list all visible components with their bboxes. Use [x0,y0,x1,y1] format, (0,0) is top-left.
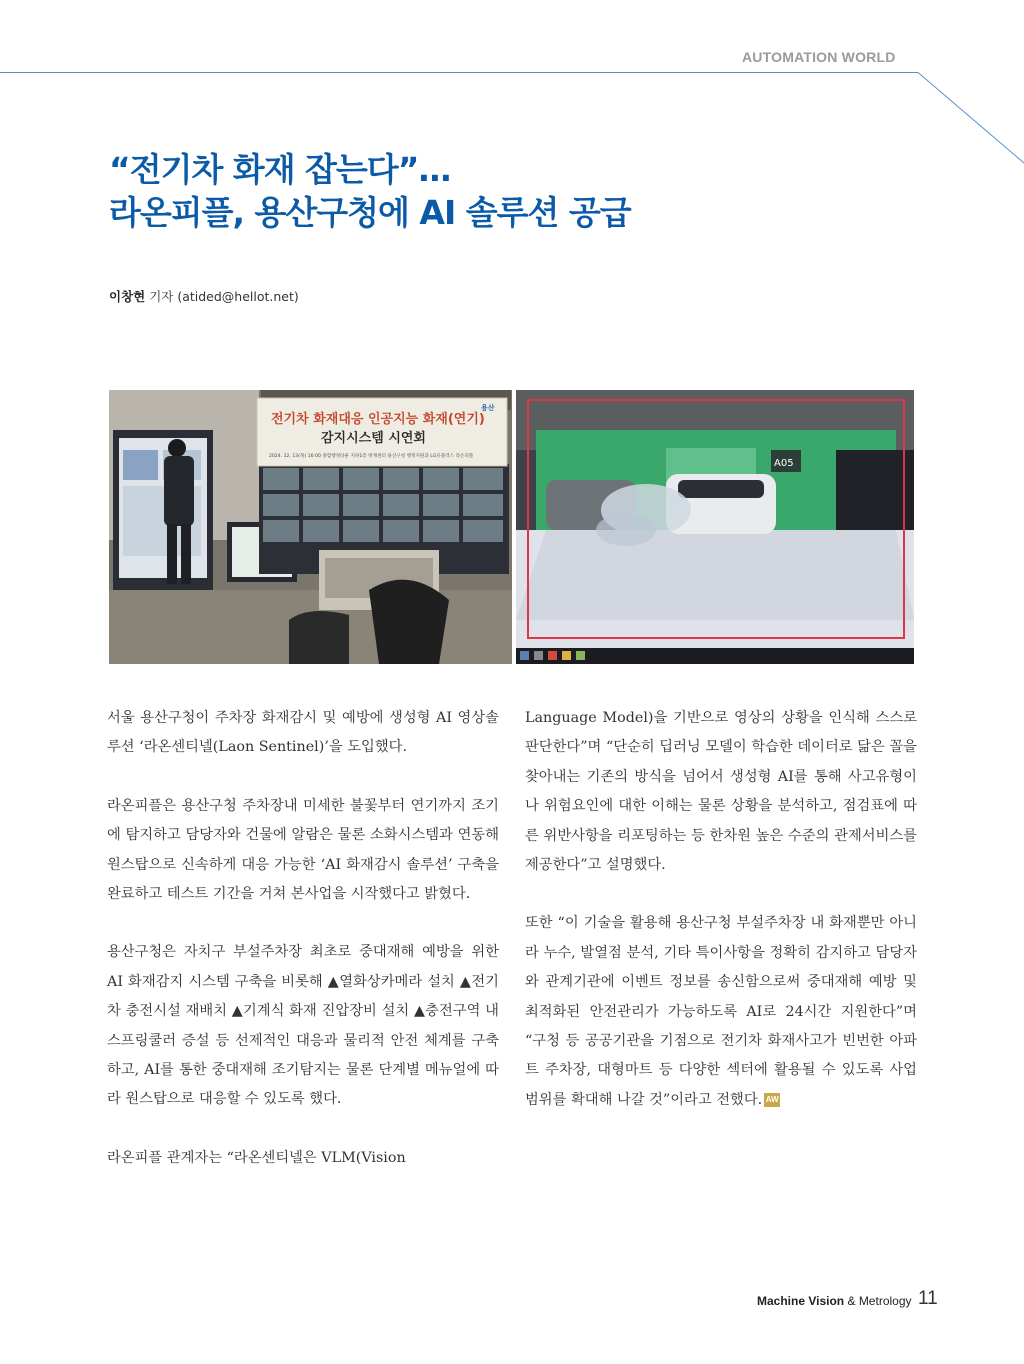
header-diagonal-line [0,0,1024,170]
banner-logo: 용산 [481,404,495,412]
footer-magazine-name [757,1294,912,1308]
paragraph-final [525,909,917,1115]
title-line-2: 라온피플, 용산구청에 AI 솔루션 공급 [109,193,631,232]
parking-sign: A05 [774,458,794,469]
article-title [109,148,929,234]
photo-parking-cctv [516,390,914,664]
photo-control-room [109,390,512,664]
paragraph: 용산구청은 자치구 부설주차장 최초로 중대재해 예방을 위한 AI 화재감지 시스템 구축을 비롯해 ▲열화상카메라 설치 ▲전기차 충전시설 재배치 ▲기계식 화재 진압장비 설치 ▲충전구역 내 스프링쿨러 증설 등 선제적인 대응과 물리적 안전 체계를 구축하고, AI를 통한 중대재해 조기탐지는 물론 단계별 메뉴얼에 따라 원스탑으로 대응할 수 있도록 했다. [107,944,499,1108]
body-column-right [525,704,917,1115]
reporter-role-email: 기자 (atided@hellot.net) [145,289,299,304]
footer-magazine-bold: Machine Vision [757,1294,845,1308]
paragraph: 서울 용산구청이 주차장 화재감시 및 예방에 생성형 AI 영상솔루션 ‘라온센티넬(Laon Sentinel)’을 도입했다. [107,710,499,756]
end-mark-icon: AW [764,1093,780,1107]
paragraph: 라온피플은 용산구청 주차장내 미세한 불꽃부터 연기까지 조기에 탐지하고 담당자와 건물에 알람은 물론 소화시스템과 연동해 원스탑으로 신속하게 대응 가능한 ‘AI 화재감시 솔루션’ 구축을 완료하고 테스트 기간을 거쳐 본사업을 시작했다고 밝혔다. [107,797,499,903]
page-number: 11 [918,1288,938,1309]
body-column-left [107,704,499,1173]
byline [109,287,299,305]
magazine-brand: AUTOMATION WORLD [742,49,896,65]
paragraph: 라온피플 관계자는 “라온센티넬은 VLM(Vision [107,1149,406,1166]
title-line-1: “전기차 화재 잡는다”… [109,150,451,189]
banner-title-line1: 전기차 화재대응 인공지능 화재(연기) [271,412,485,427]
reporter-name: 이창현 [109,289,146,304]
banner-title-line2: 감지시스템 시연회 [321,431,426,446]
footer-magazine-rest: & Metrology [844,1294,912,1308]
banner-subtext: 2024. 12. 13(목) 16:00 종합행정타운 지하1층 방재센터 용산구청 행정지원과 LG유플러스 라온피플 [269,454,474,459]
paragraph: Language Model)을 기반으로 영상의 상황을 인식해 스스로 판단한다”며 “단순히 딥러닝 모델이 학습한 데이터로 닮은 꼴을 찾아내는 기존의 방식을 넘어서 생성형 AI를 통해 사고유형이나 위험요인에 대한 이해는 물론 상황을 분석하고, 점검표에 따른 위반사항을 리포팅하는 등 한차원 높은 수준의 관제서비스를 제공한다”고 설명했다. [525,710,917,874]
paragraph-text: 또한 “이 기술을 활용해 용산구청 부설주차장 내 화재뿐만 아니라 누수, 발열점 분석, 기타 특이사항을 정확히 감지하고 담당자와 관계기관에 이벤트 정보를 송신함으로써 중대재해 예방 및 최적화된 안전관리가 가능하도록 AI로 24시간 지원한다”며 “구청 등 공공기관을 기점으로 전기차 화재사고가 빈번한 아파트 주차장, 대형마트 등 다양한 섹터에 활용될 수 있도록 사업 범위를 확대해 나갈 것”이라고 전했다. [525,915,917,1108]
